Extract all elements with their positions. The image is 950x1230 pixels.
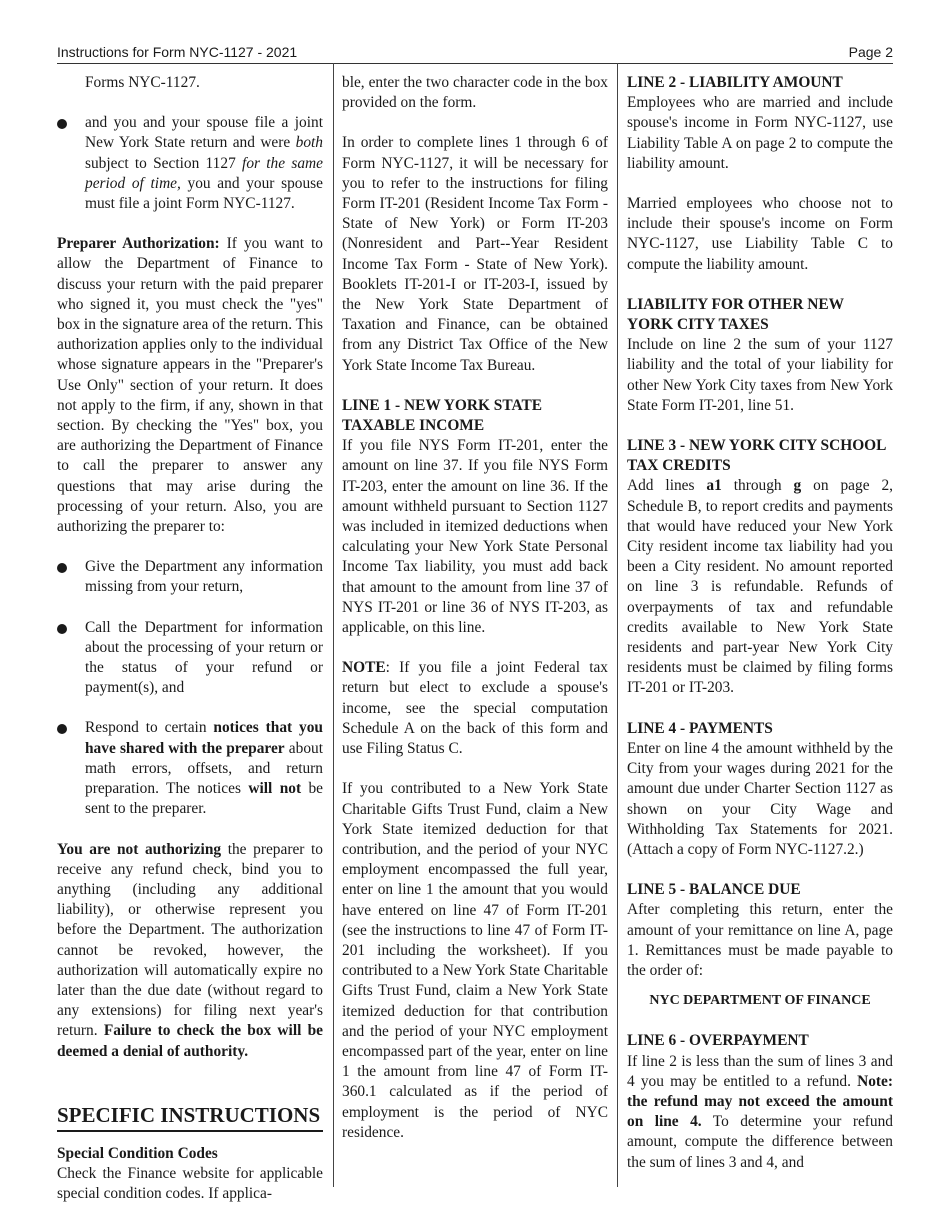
line2-text-2: Married employees who choose not to include their spouse's income on Form NYC-1127, use Liability Table C to compute the liability amount. [627,195,893,273]
line4-text: Enter on line 4 the amount withheld by the City from your wages during 2021 for the amount due under Charter Section 1127 as shown on your City Wage and Withholding Tax Statements for 2021. (Attach a copy of Form NYC-1127.2.) [627,739,893,858]
line5-heading: LINE 5 - BALANCE DUE [627,881,801,899]
column-divider [617,63,618,1187]
lines-intro: In order to complete lines 1 through 6 of Form NYC-1127, it will be necessary for you to refer to the instructions for filing Form IT-201 (Resident Income Tax Form - State of New York) or Form IT-203 (Nonresident and Part--Year Resident Income Tax Form - State of New York). Booklets IT-201-I or IT-203-I, issued by the New York State Department of Taxation and Finance, can be obtained from any District Tax Office of the New York State Income Tax Bureau. [342,134,608,374]
bullet-icon [57,563,67,573]
special-codes-continued: ble, enter the two character code in the box provided on the form. [342,74,608,112]
column-2 [342,73,608,1143]
not-authorizing: You are not authorizing the preparer to receive any refund check, bind you to anything (including any additional liability), or otherwise represent you before the Department. The authorization cannot be revoked, however, the authorization will automatically expire no later than the due date (without regard to any extensions) for filing next year's return. Failure to check the box will be deemed a denial of authority. [57,840,323,1060]
line4-heading: LINE 4 - PAYMENTS [627,719,773,737]
charitable-gifts-text: If you contributed to a New York State Charitable Gifts Trust Fund, claim a New York State itemized deduction for that contribution, and the period of your NYC employment encompassed the full year, enter on line 1 the amount that you would have entered on line 47 of Form IT-201 (see the instructions to line 47 of Form IT-201 including the worksheet). If you contributed to a New York State Charitable Gifts Trust Fund, claim a New York State itemized deduction for that contribution and the period of your NYC employment encompassed part of the year, enter on line 1 the amount from line 47 of Form IT-360.1 calculated as if the period of employment is the period of NYC residence. [342,780,608,1141]
line3-text: Add lines a1 through g on page 2, Schedule B, to report credits and payments that would have reduced your New York City resident income tax liability had you been a City resident. No amount reported on line 3 is refundable. Refunds of overpayments of tax and refundable credits available to New York State residents and part-year New York City residents must be claimed by filing forms IT-201 or IT-203. [627,477,894,697]
bullet-give-info: Give the Department any information missing from your return, [57,557,323,597]
column-1 [57,73,323,1204]
line6-text: If line 2 is less than the sum of lines 3 and 4 you may be entitled to a refund. Note: the refund may not exceed the amount on line 4. To determine your refund amount, compute the difference between the sum of lines 3 and 4, and [627,1052,893,1171]
bullet-icon [57,724,67,734]
specific-instructions-heading: SPECIFIC INSTRUCTIONS [57,1102,323,1132]
line2-text: Employees who are married and include spouse's income in Form NYC-1127, use Liability Table A on page 2 to compute the liability amount. [627,94,893,172]
other-taxes-text: Include on line 2 the sum of your 1127 liability and the total of your liability for other New York City taxes from New York State Form IT-201, line 51. [627,336,893,414]
line1-text: If you file NYS Form IT-201, enter the amount on line 37. If you file NYS Form IT-203, enter the amount on line 36. If the amount withheld pursuant to Section 1127 was included in itemized deductions when calculating your New York State Personal Income Tax liability, you must add back that amount to the amount from line 37 of NYS IT-201 or line 36 of NYS IT-203, as applicable, on this line. [342,437,608,637]
bullet-joint-return: and you and your spouse file a joint New York State return and were both subject to Section 1127 for the same period of time, you and your spouse must file a joint Form NYC-1127. [57,113,323,214]
preparer-authorization: Preparer Authorization: If you want to allow the Department of Finance to discuss your return with the paid preparer who signed it, you must check the "yes" box in the signature area of the return. This authorization applies only to the individual whose signature appears in the "Preparer's Use Only" section of your return. It does not apply to the firm, if any, shown in that section. By checking the "Yes" box, you are authorizing the Department of Finance to call the preparer to answer any questions that may arise during the processing of your return. Also, you are authorizing the preparer to: [57,235,323,536]
column-3 [627,73,893,1173]
bullet-call-department: Call the Department for information about the processing of your return or the status of your refund or payment(s), and [57,618,323,699]
line5-text: After completing this return, enter the amount of your remittance on line A, page 1. Remittances must be made payable to the order of: [627,901,893,979]
column-divider [333,63,334,1187]
line1-heading: LINE 1 - NEW YORK STATE TAXABLE INCOME [342,396,542,435]
forms-line: Forms NYC-1127. [85,74,200,91]
line3-heading: LINE 3 - NEW YORK CITY SCHOOL TAX CREDITS [627,437,886,475]
special-condition-codes-text: Check the Finance website for applicable special condition codes. If applica- [57,1164,323,1203]
bullet-respond-notices: Respond to certain notices that you have shared with the preparer about math errors, offsets, and return preparation. The notices will not be sent to the preparer. [57,718,323,819]
note-paragraph: NOTE: If you file a joint Federal tax return but elect to exclude a spouse's income, see the special computation Schedule A on the back of this form and use Filing Status C. [342,659,608,758]
special-condition-codes-heading: Special Condition Codes [57,1144,218,1162]
page-header [57,44,893,64]
bullet-icon [57,624,67,634]
line2-heading: LINE 2 - LIABILITY AMOUNT [627,74,843,91]
payee-name: NYC DEPARTMENT OF FINANCE [649,993,871,1009]
bullet-icon [57,119,67,129]
other-taxes-heading: LIABILITY FOR OTHER NEW YORK CITY TAXES [627,295,844,334]
line6-heading: LINE 6 - OVERPAYMENT [627,1032,809,1050]
document-title: Instructions for Form NYC-1127 - 2021 [57,44,298,60]
page-number: Page 2 [848,44,893,60]
